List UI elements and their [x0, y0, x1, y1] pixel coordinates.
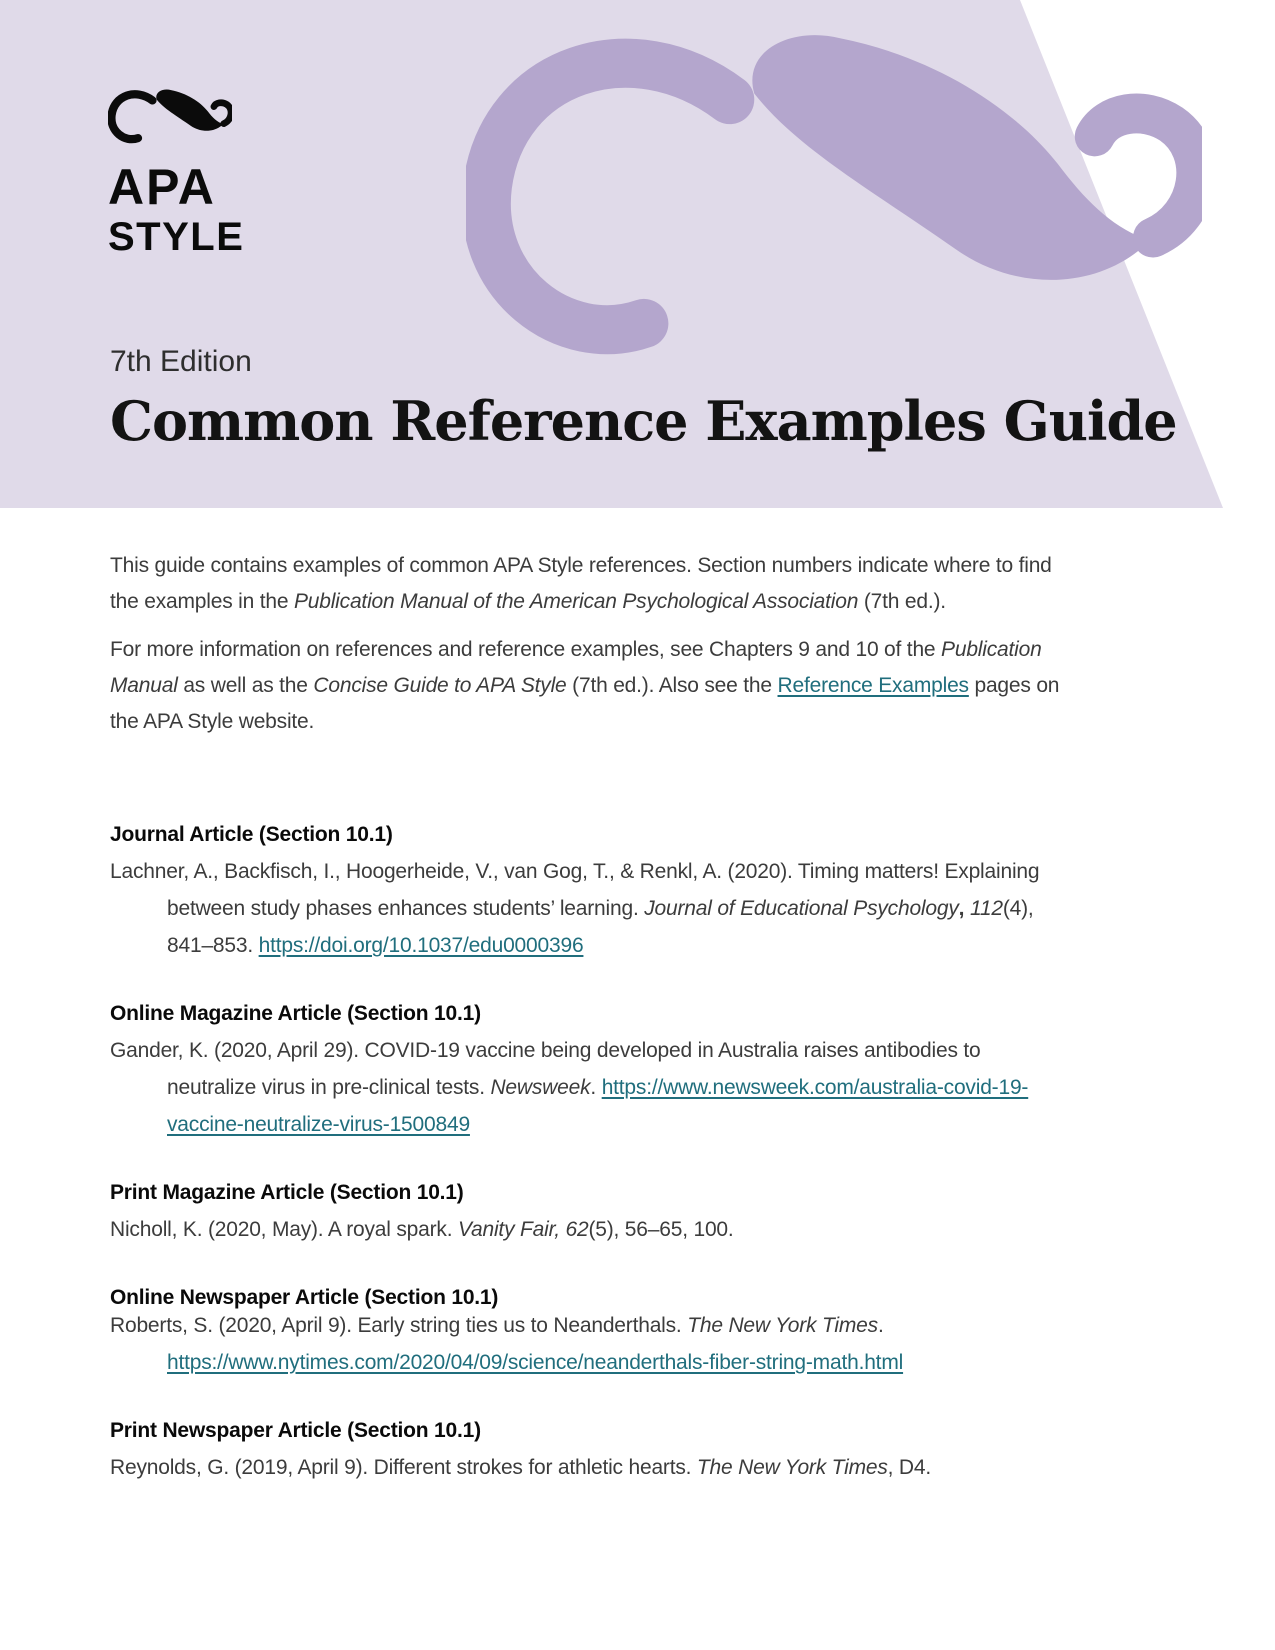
text-run: pages on: [968, 674, 1060, 697]
text-run: For more information on references and reference examples, see Chapters 9 and 10 of the: [110, 638, 942, 661]
reference-entry: [110, 853, 1165, 964]
section-heading: Online Magazine Article (Section 10.1): [110, 1002, 481, 1025]
section-heading: Print Magazine Article (Section 10.1): [110, 1181, 464, 1204]
document-body: [0, 508, 1275, 1486]
intro-paragraph-2: [110, 632, 1165, 740]
reference-entry: [110, 1032, 1165, 1143]
reference-line: [110, 1032, 1165, 1069]
reference-line: [110, 1307, 1165, 1344]
apa-style-logo: [108, 88, 244, 257]
text-run: This guide contains examples of common APA Style references. Section numbers indicate where to find: [110, 554, 1052, 577]
reference-entry: [110, 1307, 1165, 1381]
text-run: as well as the: [177, 674, 314, 697]
hyperlink[interactable]: https://www.nytimes.com/2020/04/09/science/neanderthals-fiber-string-math.html: [167, 1351, 904, 1374]
text-run: (4),: [1002, 897, 1034, 920]
text-run: Newsweek: [490, 1076, 591, 1099]
text-run: Publication Manual of the American Psychological Association: [293, 590, 859, 613]
text-run: Concise Guide to APA Style: [313, 674, 567, 697]
text-line: [110, 632, 1165, 668]
intro-paragraph-1: [110, 548, 1165, 620]
reference-list: [110, 816, 1165, 1486]
reference-line: [110, 1344, 1165, 1381]
text-run: .: [590, 1076, 602, 1099]
text-run: ,: [958, 897, 965, 920]
page-title: Common Reference Examples Guide: [110, 389, 1177, 453]
text-run: Vanity Fair,: [457, 1218, 560, 1241]
text-run: Reynolds, G. (2019, April 9). Different strokes for athletic hearts.: [110, 1456, 697, 1479]
hyperlink[interactable]: vaccine-neutralize-virus-1500849: [167, 1113, 470, 1136]
reference-line: [110, 1449, 1165, 1486]
text-run: Gander, K. (2020, April 29). COVID-19 vaccine being developed in Australia raises antibodies to: [110, 1039, 981, 1062]
hyperlink[interactable]: Reference Examples: [777, 674, 969, 697]
section-heading: Online Newspaper Article (Section 10.1): [110, 1286, 499, 1309]
text-run: 62: [565, 1218, 589, 1241]
text-run: (7th ed.). Also see the: [566, 674, 778, 697]
logo-text-apa: APA: [108, 159, 216, 215]
reference-line: [110, 890, 1165, 927]
reference-section: [110, 995, 1165, 1143]
text-line: [110, 584, 1165, 620]
reference-section: [110, 1279, 1165, 1381]
reference-line: [110, 1069, 1165, 1106]
logo-text-style: STYLE: [108, 215, 245, 259]
reference-section: [110, 816, 1165, 964]
section-heading: Journal Article (Section 10.1): [110, 823, 393, 846]
text-run: Manual: [110, 674, 178, 697]
reference-entry: [110, 1449, 1165, 1486]
reference-line: [110, 853, 1165, 890]
reference-line: [110, 1106, 1165, 1143]
reference-line: [110, 927, 1165, 964]
text-run: The New York Times: [696, 1456, 888, 1479]
text-line: [110, 668, 1165, 704]
text-run: Nicholl, K. (2020, May). A royal spark.: [110, 1218, 458, 1241]
text-run: Roberts, S. (2020, April 9). Early string ties us to Neanderthals.: [110, 1314, 688, 1337]
text-run: .: [877, 1314, 884, 1337]
text-line: [110, 704, 1165, 740]
header-banner: [0, 0, 1275, 508]
text-line: [110, 548, 1165, 584]
text-run: 841–853.: [167, 934, 259, 957]
edition-label: 7th Edition: [110, 345, 252, 378]
text-run: (5), 56–65, 100.: [588, 1218, 734, 1241]
title-block: [110, 344, 1177, 452]
text-run: 112: [969, 897, 1003, 920]
reference-line: [110, 1211, 1165, 1248]
text-run: Publication: [941, 638, 1042, 661]
hyperlink[interactable]: https://doi.org/10.1037/edu0000396: [258, 934, 584, 957]
text-run: the APA Style website.: [110, 710, 315, 733]
hyperlink[interactable]: https://www.newsweek.com/australia-covid-19-: [601, 1076, 1029, 1099]
text-run: neutralize virus in pre-clinical tests.: [167, 1076, 491, 1099]
apa-logo-flourish-icon: [108, 88, 232, 150]
text-run: (7th ed.).: [858, 590, 946, 613]
decorative-swirl-graphic: [466, 26, 1202, 394]
text-run: the examples in the: [110, 590, 294, 613]
reference-section: [110, 1412, 1165, 1486]
reference-section: [110, 1174, 1165, 1248]
text-run: Lachner, A., Backfisch, I., Hoogerheide, V., van Gog, T., & Renkl, A. (2020). Timing matters! Explaining: [110, 860, 1040, 883]
text-run: between study phases enhances students’ learning.: [167, 897, 645, 920]
text-run: Journal of Educational Psychology: [644, 897, 959, 920]
reference-entry: [110, 1211, 1165, 1248]
text-run: The New York Times: [687, 1314, 878, 1337]
text-run: , D4.: [887, 1456, 932, 1479]
section-heading: Print Newspaper Article (Section 10.1): [110, 1419, 481, 1442]
